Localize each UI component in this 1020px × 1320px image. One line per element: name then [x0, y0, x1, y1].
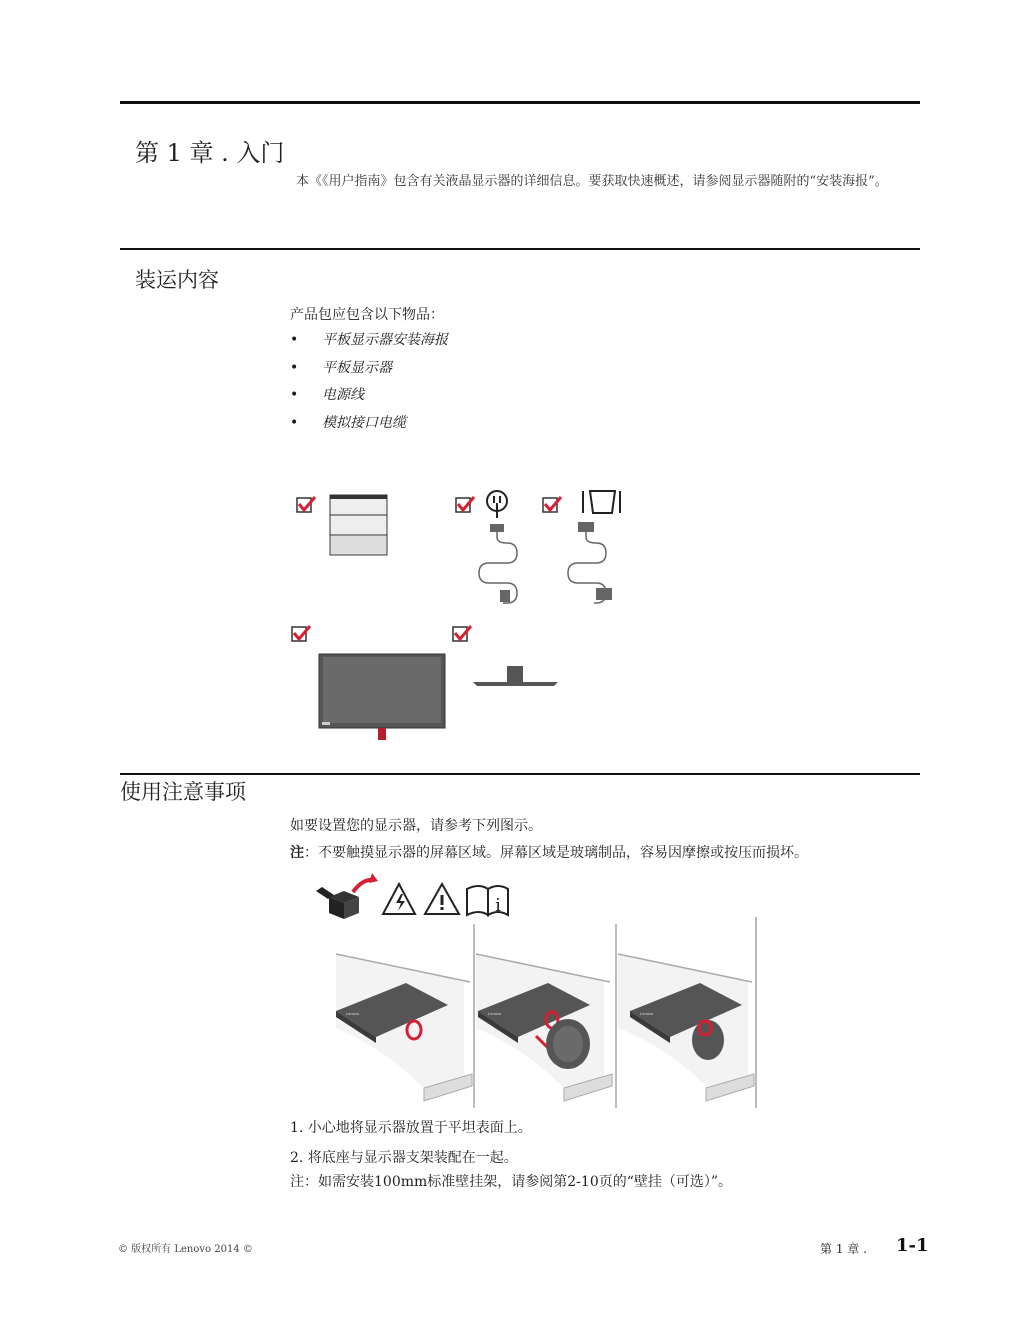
contents-heading: 装运内容 [135, 268, 219, 292]
open-box-icon [316, 873, 378, 919]
caution-warning-icon [425, 884, 459, 914]
info-glyph: i [495, 895, 501, 916]
setup-step-2: 2. 将底座与显示器支架装配在一起。 [290, 1150, 518, 1166]
page-number: 1-1 [896, 1235, 929, 1256]
chapter-title: 第 1 章 . 入门 [135, 139, 285, 167]
electric-warning-icon [383, 884, 415, 914]
setup-step-1-panel [336, 954, 472, 1101]
wall-mount-note: 注：如需安装100mm标准壁挂架，请参阅第2-10页的“壁挂（可选）”。 [290, 1174, 733, 1190]
bullet: • [290, 387, 299, 403]
setup-step-2-panel [476, 954, 612, 1101]
monitor-brand-label: Lenovo [488, 1011, 502, 1016]
footer-copyright: © 版权所有 Lenovo 2014 © [118, 1244, 253, 1255]
bullet: • [290, 359, 299, 376]
setup-step-1: 1. 小心地将显示器放置于平坦表面上。 [290, 1120, 532, 1136]
bullet: • [290, 332, 299, 348]
bullet: • [290, 414, 299, 431]
list-item-text: 模拟接口电缆 [322, 414, 406, 431]
chapter-intro: 本《《用户指南》包含有关液晶显示器的详细信息。要获取快速概述，请参阅显示器随附的“安装海报”。 [296, 174, 888, 189]
notice-lead: 如要设置您的显示器，请参考下列图示。 [290, 818, 542, 834]
list-item-text: 平板显示器安装海报 [322, 332, 448, 348]
list-item-text: 平板显示器 [322, 359, 392, 376]
list-item-text: 电源线 [322, 387, 364, 403]
monitor-brand-label: Lenovo [640, 1011, 654, 1016]
contents-lead: 产品包应包含以下物品： [290, 307, 444, 323]
footer-chapter-ref: 第 1 章 . [820, 1242, 867, 1256]
note-label: 注 [290, 845, 304, 861]
notice-heading: 使用注意事项 [120, 780, 246, 804]
monitor-brand-label: Lenovo [346, 1011, 360, 1016]
manual-info-icon [467, 886, 508, 916]
setup-step-3-panel [618, 954, 754, 1101]
note-text: ：不要触摸显示器的屏幕区域。屏幕区域是玻璃制品，容易因摩擦或按压而损坏。 [304, 845, 808, 861]
